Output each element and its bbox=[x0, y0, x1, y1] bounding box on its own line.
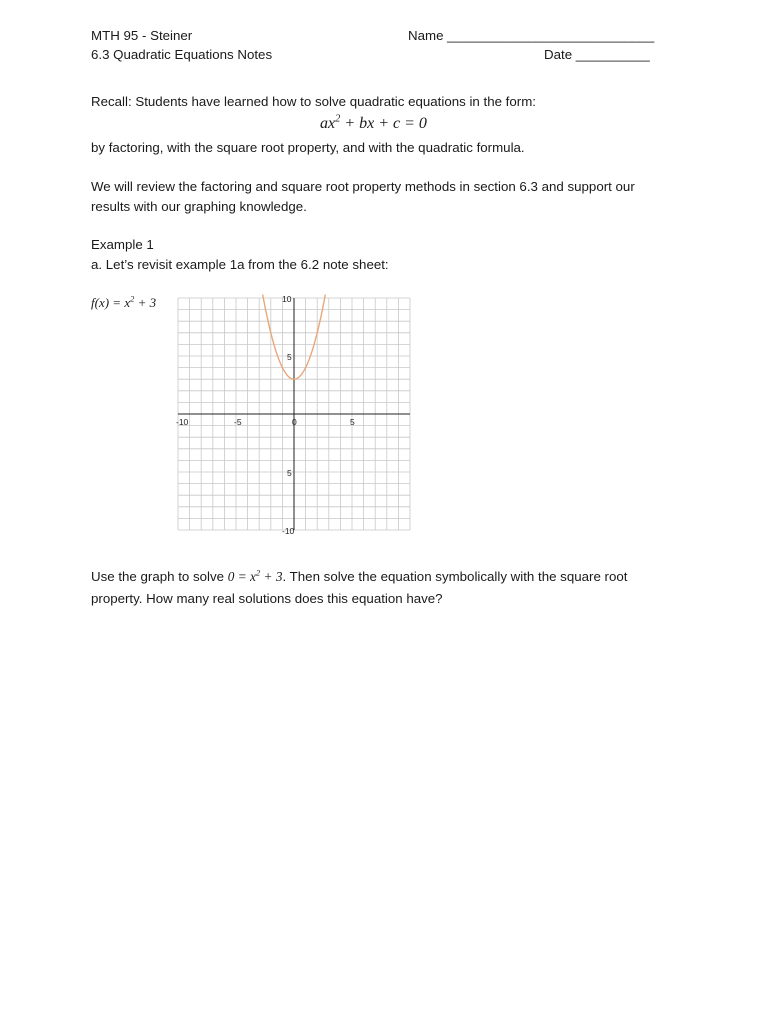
name-line: Name ____________________________ bbox=[408, 28, 655, 43]
parabola-graph bbox=[170, 292, 415, 537]
x-tick-label: 0 bbox=[292, 417, 297, 427]
function-definition: $f(x) = x^2 + 3$ bbox=[91, 293, 157, 310]
recall-intro: Recall: Students have learned how to solve quadratic equations in the form: bbox=[91, 94, 536, 109]
notes-title: 6.3 Quadratic Equations Notes bbox=[91, 47, 273, 62]
question-line-1: Use the graph to solve $0 = x^2 + 3$. Then solve the equation symbolically with the square root bbox=[91, 567, 628, 584]
example-part-a: a. Let’s revisit example 1a from the 6.2 note sheet: bbox=[91, 257, 389, 272]
y-tick-label: 5 bbox=[287, 468, 292, 478]
date-line: Date __________ bbox=[544, 47, 650, 62]
example-heading: Example 1 bbox=[91, 237, 154, 252]
x-tick-label: -5 bbox=[234, 417, 242, 427]
y-tick-label: -10 bbox=[282, 526, 295, 536]
y-tick-label: 5 bbox=[287, 352, 292, 362]
solve-equation: $0 = x^2 + 3$ bbox=[227, 567, 283, 584]
x-tick-label: -10 bbox=[176, 417, 189, 427]
review-line-2: results with our graphing knowledge. bbox=[91, 199, 307, 214]
question-line-2: property. How many real solutions does this equation have? bbox=[91, 591, 443, 606]
x-tick-label: 5 bbox=[350, 417, 355, 427]
review-line-1: We will review the factoring and square root property methods in section 6.3 and support our bbox=[91, 179, 635, 194]
course-title: MTH 95 - Steiner bbox=[91, 28, 193, 43]
tick-labels bbox=[176, 294, 355, 536]
recall-methods: by factoring, with the square root property, and with the quadratic formula. bbox=[91, 140, 525, 155]
y-tick-label: 10 bbox=[282, 294, 292, 304]
general-quadratic-formula: $ax^2$ + bx + c = 0 bbox=[320, 113, 427, 132]
